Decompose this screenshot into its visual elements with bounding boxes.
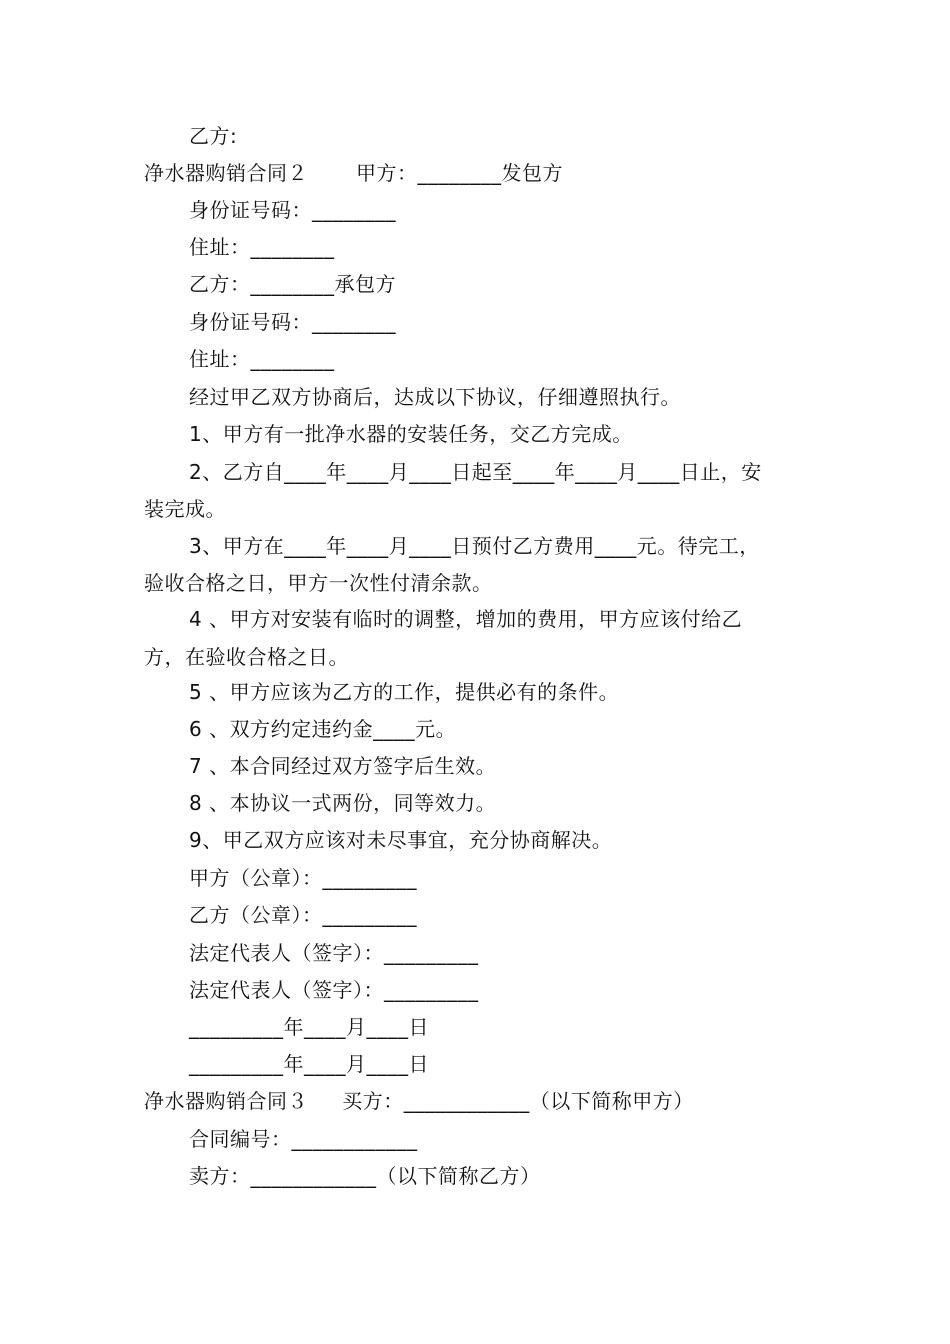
id-number-line: 身份证号码：________	[189, 310, 396, 334]
address-line: 住址：________	[189, 235, 335, 259]
contract-3-heading: 净水器购销合同３ 买方：____________（以下简称甲方）	[144, 1089, 694, 1113]
clause-6: 6 、双方约定违约金____元。	[189, 717, 457, 741]
seller-line: 卖方：____________（以下简称乙方）	[189, 1164, 541, 1188]
clause-1: 1、甲方有一批净水器的安装任务，交乙方完成。	[189, 422, 633, 446]
clause-4: 4 、甲方对安装有临时的调整，增加的费用，甲方应该付给乙	[189, 607, 743, 631]
clause-3: 3、甲方在____年____月____日预付乙方费用____元。待完工，	[189, 534, 760, 558]
contract-number-line: 合同编号：____________	[189, 1127, 418, 1151]
party-b-label: 乙方:	[189, 124, 238, 148]
clause-2-continued: 装完成。	[144, 497, 226, 521]
clause-3-continued: 验收合格之日，甲方一次性付清余款。	[144, 571, 493, 595]
legal-rep-signature-line: 法定代表人（签字）：_________	[189, 978, 479, 1002]
intro-paragraph: 经过甲乙双方协商后，达成以下协议，仔细遵照执行。	[189, 385, 681, 409]
contractor-line: 乙方：________承包方	[189, 272, 396, 296]
address-line: 住址：________	[189, 347, 335, 371]
id-number-line: 身份证号码：________	[189, 198, 396, 222]
legal-rep-signature-line: 法定代表人（签字）：_________	[189, 941, 479, 965]
date-line: _________年____月____日	[189, 1015, 429, 1039]
clause-2: 2、乙方自____年____月____日起至____年____月____日止，安	[189, 460, 762, 484]
clause-9: 9、甲乙双方应该对未尽事宜，充分协商解决。	[189, 828, 613, 852]
contract-2-heading: 净水器购销合同２ 甲方：________发包方	[144, 161, 564, 185]
clause-8: 8 、本协议一式两份，同等效力。	[189, 791, 497, 815]
party-a-seal-line: 甲方（公章）：_________	[189, 866, 417, 890]
clause-5: 5 、甲方应该为乙方的工作，提供必有的条件。	[189, 680, 620, 704]
party-b-seal-line: 乙方（公章）：_________	[189, 903, 417, 927]
clause-4-continued: 方，在验收合格之日。	[144, 645, 349, 669]
date-line: _________年____月____日	[189, 1052, 429, 1076]
clause-7: 7 、本合同经过双方签字后生效。	[189, 754, 497, 778]
